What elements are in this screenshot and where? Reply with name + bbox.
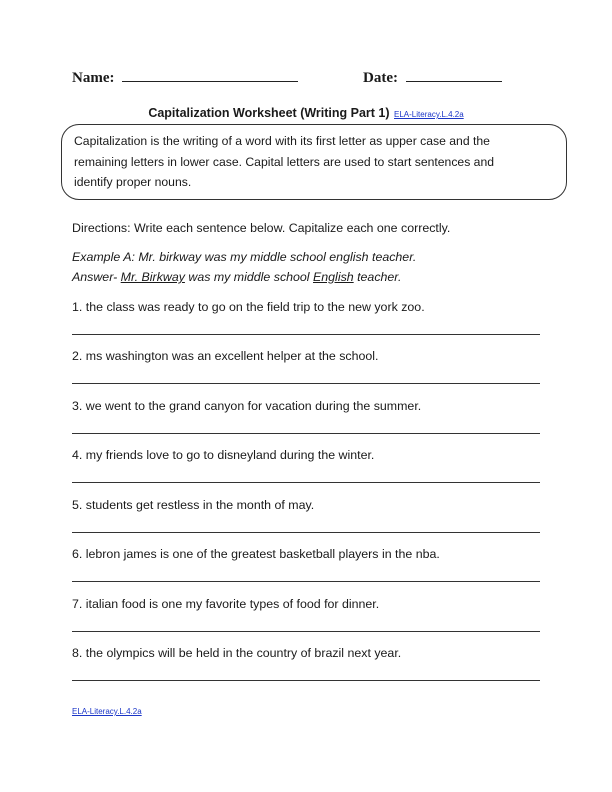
question-5: 5. students get restless in the month of may. [72,498,315,512]
answer-line-1[interactable] [72,334,540,335]
worksheet-title-row [0,104,612,122]
answer-line-7[interactable] [72,631,540,632]
question-3: 3. we went to the grand canyon for vacation during the summer. [72,399,422,413]
example-answer-english: English [313,270,354,284]
worksheet-title: Capitalization Worksheet (Writing Part 1) [148,106,390,120]
date-field [363,70,502,87]
answer-line-4[interactable] [72,482,540,483]
definition-box [61,124,567,200]
example-prompt: Example A: Mr. birkway was my middle school english teacher. [72,250,417,264]
question-4: 4. my friends love to go to disneyland during the winter. [72,448,375,462]
date-blank-line[interactable] [406,80,502,82]
answer-line-6[interactable] [72,581,540,582]
question-1: 1. the class was ready to go on the field trip to the new york zoo. [72,300,425,314]
example-answer-prefix: Answer- [72,270,121,284]
question-2: 2. ms washington was an excellent helper at the school. [72,349,379,363]
question-8: 8. the olympics will be held in the country of brazil next year. [72,646,402,660]
standard-link-footer[interactable]: ELA-Literacy.L.4.2a [72,707,142,716]
answer-line-3[interactable] [72,433,540,434]
question-6: 6. lebron james is one of the greatest basketball players in the nba. [72,547,440,561]
answer-line-2[interactable] [72,383,540,384]
answer-line-8[interactable] [72,680,540,681]
definition-line-2: remaining letters in lower case. Capital letters are used to start sentences and [74,154,495,169]
definition-line-1: Capitalization is the writing of a word with its first letter as upper case and the [74,134,490,148]
name-blank-line[interactable] [122,80,298,82]
date-label: Date: [363,70,398,86]
standard-link-top[interactable]: ELA-Literacy.L.4.2a [394,110,464,119]
name-label: Name: [72,70,115,86]
answer-line-5[interactable] [72,532,540,533]
example-answer-end: teacher. [353,270,402,284]
example-answer-middle: was my middle school [184,270,314,284]
question-7: 7. italian food is one my favorite types of food for dinner. [72,597,380,611]
definition-line-3: identify proper nouns. [74,175,192,189]
name-field [72,70,298,87]
example-answer-mr-birkway: Mr. Birkway [120,270,185,284]
example-answer [72,270,401,284]
directions: Directions: Write each sentence below. Capitalize each one correctly. [72,221,451,235]
